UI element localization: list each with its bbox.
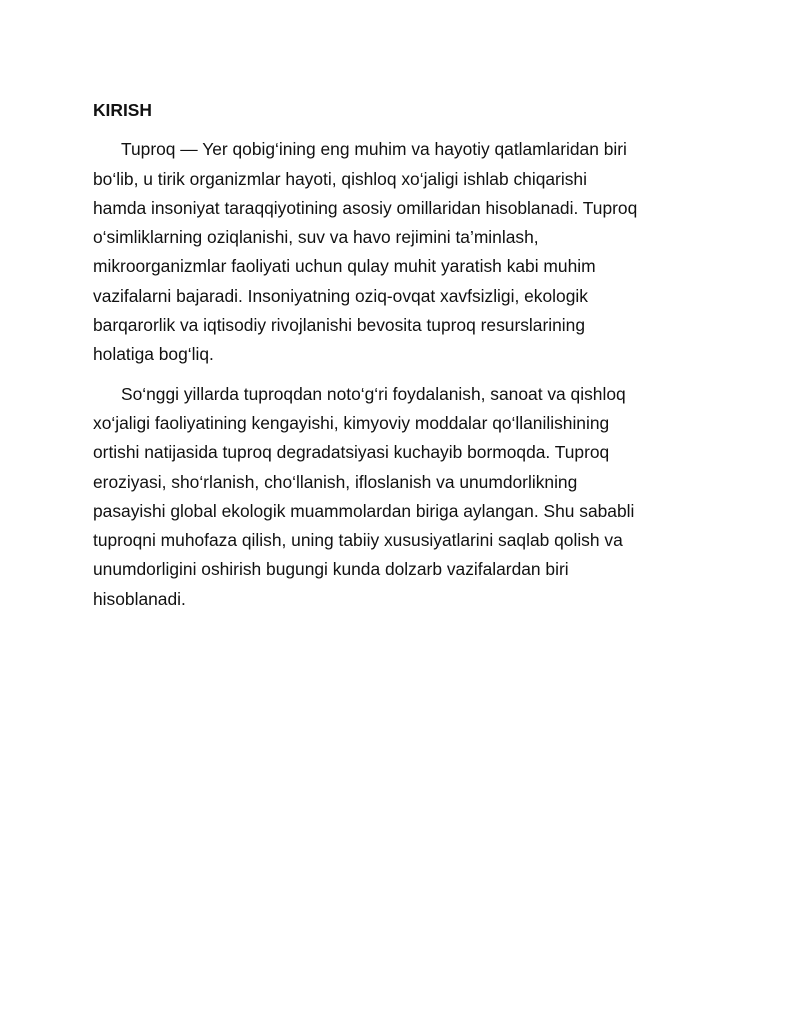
paragraph-line: xo‘jaligi faoliyatining kengayishi, kimyoviy moddalar qo‘llanilishining xyxy=(93,412,610,433)
paragraph-line: ortishi natijasida tuproq degradatsiyasi kuchayib bormoqda. Tuproq xyxy=(93,442,610,463)
document-body xyxy=(93,96,703,624)
paragraph-line: hamda insoniyat taraqqiyotining asosiy omillaridan hisoblanadi. Tuproq xyxy=(93,197,638,218)
paragraph-2 xyxy=(93,380,703,614)
paragraph-line: tuproqni muhofaza qilish, uning tabiiy xususiyatlarini saqlab qolish va xyxy=(93,530,623,551)
paragraph-line: hisoblanadi. xyxy=(93,588,186,609)
paragraph-line: holatiga bog‘liq. xyxy=(93,344,214,365)
paragraph-line: pasayishi global ekologik muammolardan biriga aylangan. Shu sababli xyxy=(93,500,635,521)
paragraph-line: vazifalarni bajaradi. Insoniyatning oziq-ovqat xavfsizligi, ekologik xyxy=(93,285,588,306)
paragraph-line: barqarorlik va iqtisodiy rivojlanishi bevosita tuproq resurslarining xyxy=(93,315,585,336)
section-heading: KIRISH xyxy=(93,100,152,120)
paragraph-line: eroziyasi, sho‘rlanish, cho‘llanish, ifloslanish va unumdorlikning xyxy=(93,471,578,492)
paragraph-line: bo‘lib, u tirik organizmlar hayoti, qishloq xo‘jaligi ishlab chiqarishi xyxy=(93,168,587,189)
paragraph-line: mikroorganizmlar faoliyati uchun qulay muhit yaratish kabi muhim xyxy=(93,256,596,277)
paragraph-line: unumdorligini oshirish bugungi kunda dolzarb vazifalardan biri xyxy=(93,559,569,580)
paragraph-line: Tuproq — Yer qobig‘ining eng muhim va hayotiy qatlamlaridan biri xyxy=(121,139,627,160)
paragraph-line: So‘nggi yillarda tuproqdan noto‘g‘ri foydalanish, sanoat va qishloq xyxy=(121,383,626,404)
paragraph-1 xyxy=(93,135,703,369)
paragraph-line: o‘simliklarning oziqlanishi, suv va havo rejimini ta’minlash, xyxy=(93,227,539,248)
